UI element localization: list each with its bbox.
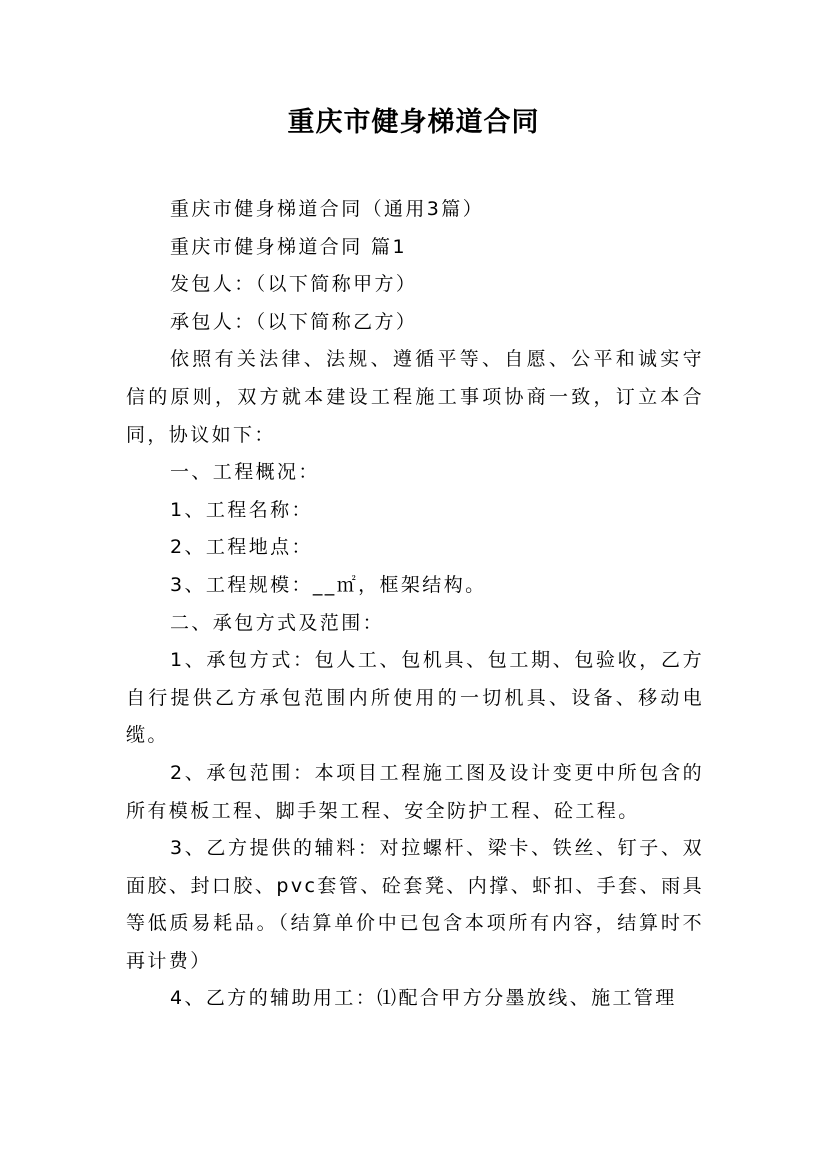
paragraph: 重庆市健身梯道合同 篇1 bbox=[170, 235, 407, 258]
document-title: 重庆市健身梯道合同 bbox=[287, 107, 540, 138]
paragraph: 依照有关法律、法规、遵循平等、自愿、公平和诚实守信的原则，双方就本建设工程施工事项协商一致，订立本合同，协议如下： bbox=[126, 348, 704, 446]
paragraph: 2、承包范围：本项目工程施工图及设计变更中所包含的所有模板工程、脚手架工程、安全防护工程、砼工程。 bbox=[126, 761, 704, 822]
paragraph: 3、工程规模：__㎡，框架结构。 bbox=[170, 573, 487, 596]
paragraph: 2、工程地点： bbox=[170, 536, 313, 559]
paragraph: 3、乙方提供的辅料：对拉螺杆、梁卡、铁丝、钉子、双面胶、封口胶、pvc套管、砼套凳、内撑、虾扣、手套、雨具等低质易耗品。（结算单价中已包含本项所有内容，结算时不再计费） bbox=[126, 837, 704, 972]
paragraph: 发包人：（以下简称甲方） bbox=[170, 273, 418, 296]
paragraph: 1、工程名称： bbox=[170, 498, 313, 521]
paragraph: 4、乙方的辅助用工：⑴配合甲方分墨放线、施工管理 bbox=[170, 987, 677, 1010]
paragraph: 二、承包方式及范围： bbox=[170, 611, 385, 634]
paragraph: 1、承包方式：包人工、包机具、包工期、包验收，乙方自行提供乙方承包范围内所使用的一切机具、设备、移动电缆。 bbox=[126, 649, 704, 747]
paragraph: 重庆市健身梯道合同（通用3篇） bbox=[170, 198, 485, 220]
paragraph: 承包人：（以下简称乙方） bbox=[170, 310, 418, 333]
paragraph: 一、工程概况： bbox=[170, 461, 320, 484]
document-body bbox=[126, 191, 704, 1018]
